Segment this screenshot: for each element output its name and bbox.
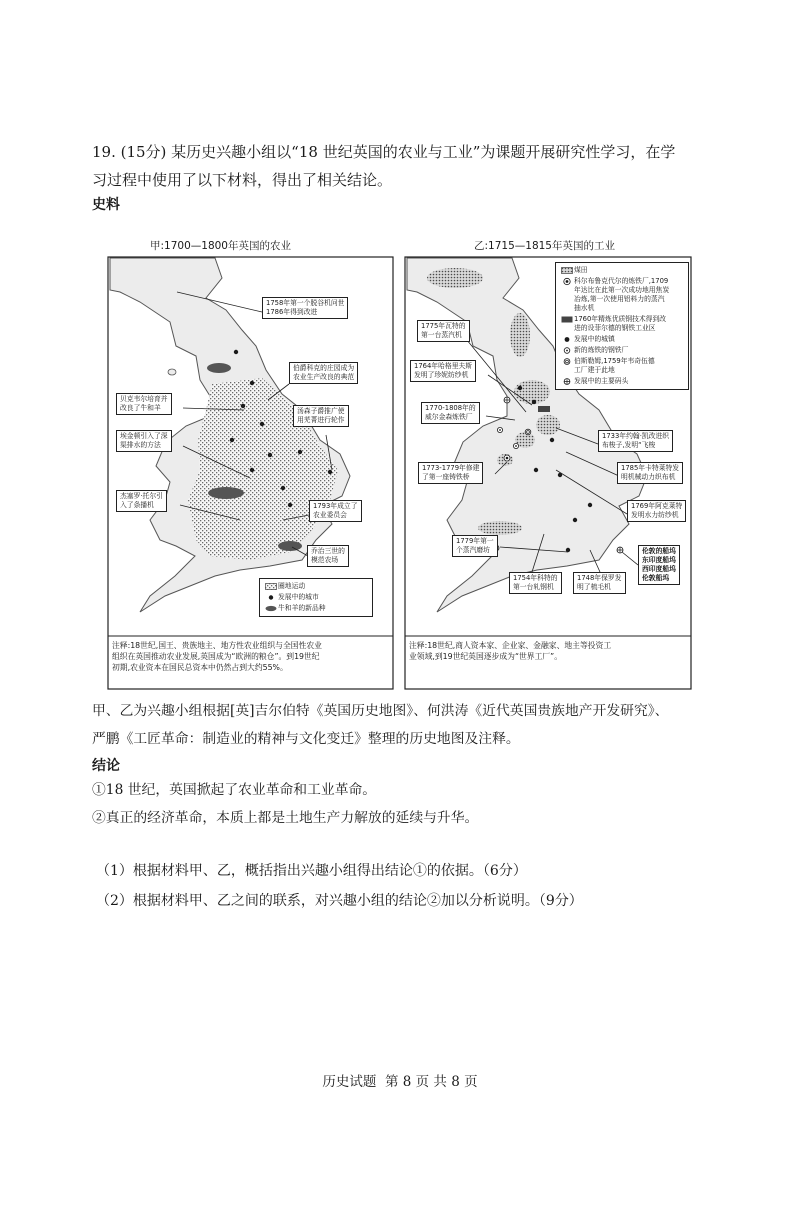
legend-label: 牛和羊的新品种: [278, 604, 326, 612]
city-dot: [230, 438, 234, 442]
question-stem-line-2: 习过程中使用了以下材料，得出了相关结论。: [92, 171, 393, 189]
coalfield-area: [510, 313, 530, 357]
map-note-line: 组织在英国推动农业发展,英国成为“欧洲的粮仓”。到19世纪: [112, 652, 320, 661]
legend-item-town: [560, 335, 684, 344]
label-line: 1779年第一: [456, 537, 494, 545]
map-yi-label-water-frame: [627, 500, 686, 522]
map-note-line: 注释:18世纪,国王、贵族地主、地方性农业组织与全国性农业: [112, 641, 322, 650]
conclusion-2: ②真正的经济革命，本质上都是土地生产力解放的延续与升华。: [92, 810, 479, 826]
map-yi-title: 乙:1715—1815年英国的工业: [474, 240, 615, 252]
label-line: 发明水力纺纱机: [631, 511, 679, 519]
marker-center: [515, 445, 517, 447]
label-line: 第一台轧钢机: [513, 583, 554, 591]
coalfield-area: [514, 380, 550, 404]
map-yi-label-flying-shuttle: [598, 430, 673, 452]
map-yi-label-power-loom: [617, 462, 683, 484]
map-note-line: 初期,农业资本在国民总资本中仍然占到大约55%。: [112, 663, 288, 672]
town-dot-icon: [560, 335, 574, 344]
city-dot: [288, 503, 292, 507]
new-ironworks-icon: [560, 346, 574, 355]
legend-item-enclosure: [264, 582, 368, 591]
label-line: 农业生产改良的典范: [293, 373, 355, 381]
label-line: 1786年得到改进: [266, 308, 318, 316]
label-line: 1775年瓦特的: [421, 322, 466, 330]
label-line: 渠排水的方法: [120, 441, 161, 449]
city-dot: [298, 450, 302, 454]
legend-label: 抽水机: [574, 304, 595, 312]
label-line: 1785年卡特莱特发: [621, 464, 680, 472]
city-dot: [234, 350, 238, 354]
map-jia-label-elkington: [116, 430, 172, 452]
label-line: 埃金顿引入了深: [120, 432, 168, 440]
map-yi-label-wilkinson-ironworks: [421, 402, 480, 424]
map-yi-legend: [555, 262, 689, 390]
map-jia-legend: [259, 578, 373, 617]
label-line: 了第一座铸铁桥: [422, 473, 470, 481]
leader-line: [622, 552, 638, 565]
label-line: 明了梳毛机: [577, 583, 611, 591]
label-line: 伦敦船坞: [642, 574, 670, 582]
city-dot: [281, 486, 285, 490]
map-yi-label-watt-steam-engine: [417, 320, 470, 342]
enclosure-hatch-swatch-icon: [264, 582, 278, 591]
livestock-ellipse-icon: [264, 604, 278, 613]
city-dot: [268, 453, 272, 457]
coalfield-swatch-icon: [560, 266, 574, 275]
legend-label: 发展中的城镇: [574, 335, 615, 343]
label-line: 1754年科特的: [513, 574, 558, 582]
source-caption-line-1: 甲、乙为兴趣小组根据[英]吉尔伯特《英国历史地图》、何洪涛《近代英国贵族地产开发研究》、: [92, 703, 669, 719]
map-jia-label-coke-estate: [289, 362, 358, 384]
map-yi-label-iron-bridge: [418, 462, 483, 484]
livestock-breed-area: [207, 363, 231, 373]
sources-heading: 史料: [92, 197, 120, 213]
legend-label: 年达比在此第一次成功地用焦炭: [574, 286, 670, 294]
label-line: 伦敦的船坞: [642, 547, 676, 555]
sub-question-2: （2）根据材料甲、乙之间的联系，对兴趣小组的结论②加以分析说明。（9分）: [96, 893, 583, 909]
map-note-line: 注释:18世纪,商人资本家、企业家、金融家、地主等投资工: [409, 641, 612, 650]
city-dot: [250, 468, 254, 472]
map-jia-label-bakewell: [116, 393, 172, 415]
label-line: 农业委员会: [313, 511, 347, 519]
city-dot: [328, 470, 332, 474]
town-dot: [534, 468, 538, 472]
label-line: 1758年第一个脱谷机问世: [266, 299, 345, 307]
coalfield-area: [536, 415, 560, 435]
map-yi-label-steam-mill: [452, 535, 498, 557]
legend-label: 煤田: [574, 266, 588, 274]
label-line: 布梭子,发明“飞梭: [602, 441, 656, 449]
label-line: 杰塞罗·托尔引: [120, 492, 163, 500]
legend-label: 工厂建于此地: [574, 366, 615, 374]
map-yi-label-spinning-jenny: [410, 360, 476, 382]
legend-item-coalbrookdale: [560, 277, 684, 313]
map-jia-title: 甲:1700—1800年英国的农业: [150, 240, 291, 252]
legend-item-pottery: [560, 357, 684, 375]
livestock-breed-area: [278, 541, 302, 551]
legend-item-new-ironworks: [560, 346, 684, 355]
legend-label: 发展中的主要码头: [574, 377, 629, 385]
town-dot: [573, 518, 577, 522]
town-dot: [532, 400, 536, 404]
label-line: 西印度船坞: [642, 565, 676, 573]
pottery-works-marker: [525, 429, 531, 435]
city-dot: [250, 381, 254, 385]
label-line: 个蒸汽磨坊: [456, 546, 490, 554]
map-jia-label-townshend: [293, 405, 349, 427]
label-line: 1764年哈格里夫斯: [414, 362, 473, 370]
label-line: 东印度船坞: [642, 556, 676, 564]
label-line: 1793年成立了: [313, 502, 358, 510]
coalfield-area: [427, 268, 483, 288]
label-line: 模范农场: [311, 556, 339, 564]
marker-center: [506, 457, 509, 460]
label-line: 发明了珍妮纺纱机: [414, 371, 469, 379]
town-dot: [588, 503, 592, 507]
map-jia-label-jethro-tull: [116, 490, 167, 512]
city-dot: [241, 404, 245, 408]
label-line: 威尔金森炼铁厂: [425, 413, 473, 421]
conclusion-1: ①18 世纪，英国掀起了农业革命和工业革命。: [92, 782, 377, 798]
livestock-breed-area: [208, 487, 244, 499]
legend-item-livestock: [264, 604, 368, 613]
legend-label: 圈地运动: [278, 582, 306, 590]
map-yi-label-london-docks: [638, 545, 680, 585]
sheffield-steel-district: [538, 406, 550, 412]
label-line: 第一台蒸汽机: [421, 331, 462, 339]
dock-icon: [560, 377, 574, 386]
legend-item-sheffield-steel: [560, 315, 684, 333]
city-dot: [260, 422, 264, 426]
coalfield-area: [478, 521, 522, 535]
map-note-line: 业领域,到19世纪英国逐步成为“世界工厂”。: [409, 652, 563, 661]
map-yi-label-rolling-mill: [509, 572, 562, 594]
label-line: 伯爵科克的庄园成为: [293, 364, 355, 372]
label-line: 1773-1779年修建: [422, 464, 480, 472]
page-footer: 历史试题 第 8 页 共 8 页: [322, 1074, 478, 1090]
legend-label: 科尔布鲁克代尔的炼铁厂,1709: [574, 277, 669, 285]
legend-label: 发展中的城市: [278, 593, 319, 601]
legend-label: 1760年精炼优质钢技术得到改: [574, 315, 667, 323]
legend-item-dock: [560, 377, 684, 386]
legend-label: 新的炼铁的钢铁厂: [574, 346, 629, 354]
town-dot: [518, 386, 522, 390]
map-yi-label-carding-machine: [573, 572, 626, 594]
steel-district-swatch-icon: [560, 315, 574, 324]
label-line: 1733年约翰·凯改进织: [602, 432, 670, 440]
legend-item-city: [264, 593, 368, 602]
map-jia-label-threshing-machine: [262, 297, 348, 319]
label-line: 1769年阿克莱特: [631, 502, 683, 510]
legend-label: 进的设菲尔德的钢铁工业区: [574, 324, 656, 332]
legend-item-coalfield: [560, 266, 684, 275]
map-jia-label-board-of-agriculture: [309, 500, 362, 522]
city-dot-icon: [264, 593, 278, 602]
town-dot: [550, 438, 554, 442]
isle-of-man: [168, 369, 176, 375]
map-jia-label-george-iii-farm: [307, 545, 349, 567]
label-line: 1748年保罗发: [577, 574, 622, 582]
label-line: 1770-1808年的: [425, 404, 476, 412]
label-line: 汤森子爵推广使: [297, 407, 345, 415]
label-line: 乔治三世的: [311, 547, 345, 555]
sub-question-1: （1）根据材料甲、乙，概括指出兴趣小组得出结论①的依据。（6分）: [96, 863, 527, 879]
legend-label: 冶炼,第一次使用铝料力的蒸汽: [574, 295, 665, 303]
legend-label: 伯斯勒姆,1759年韦奇伍德: [574, 357, 655, 365]
marker-center: [499, 429, 501, 431]
label-line: 明机械动力织布机: [621, 473, 676, 481]
map-yi-note: [409, 640, 611, 662]
label-line: 用芜菁进行轮作: [297, 416, 345, 424]
conclusion-heading: 结论: [92, 758, 120, 774]
question-stem-line-1: 19. (15分) 某历史兴趣小组以“18 世纪英国的农业与工业”为课题开展研究性学习，在学: [92, 143, 676, 161]
label-line: 入了条播机: [120, 501, 154, 509]
pottery-works-icon: [560, 357, 574, 366]
label-line: 贝克韦尔培育并: [120, 395, 168, 403]
map-jia-note: [112, 640, 322, 673]
coalbrookdale-ironworks-icon: [560, 277, 574, 286]
source-caption-line-2: 严鹏《工匠革命：制造业的精神与文化变迁》整理的历史地图及注释。: [92, 731, 520, 747]
label-line: 改良了牛和羊: [120, 404, 161, 412]
